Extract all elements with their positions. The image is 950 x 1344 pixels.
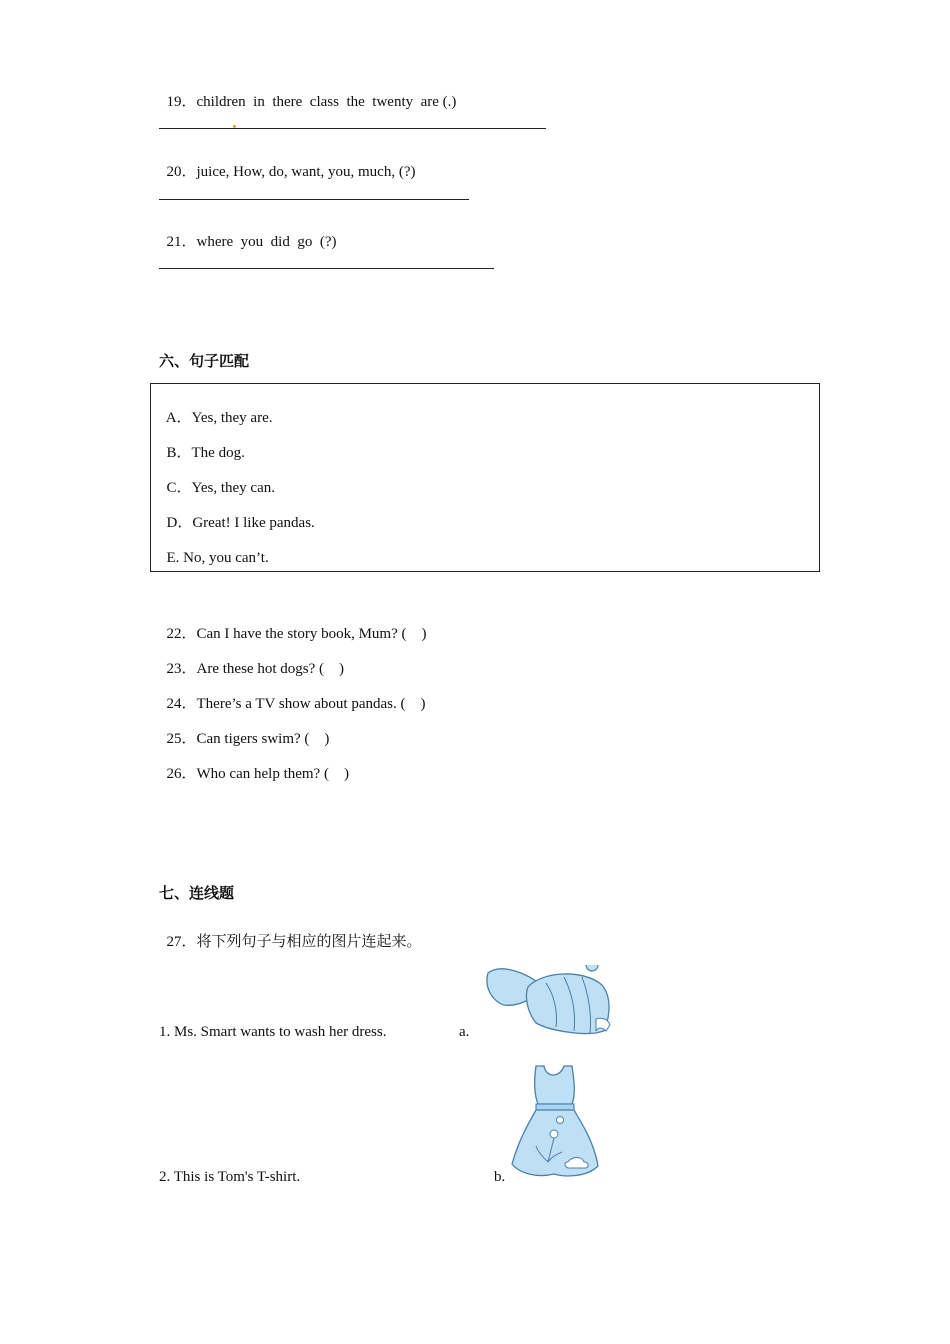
question-22	[159, 612, 426, 642]
mark-dot	[233, 125, 236, 128]
match-sentence-1: 1. Ms. Smart wants to wash her dress.	[159, 1024, 387, 1040]
section-7-title: 七、连线题	[159, 884, 235, 902]
match-letter-b: b.	[494, 1169, 506, 1185]
question-24	[159, 682, 426, 712]
section-6-title: 六、句子匹配	[159, 352, 250, 370]
option-letter: D．	[166, 515, 193, 531]
question-number: 25．	[166, 731, 197, 747]
question-20	[159, 150, 416, 180]
answer-line-21[interactable]	[159, 268, 494, 269]
option-text: The dog.	[191, 445, 245, 461]
question-text: Are these hot dogs? ( )	[196, 661, 344, 677]
match-sentence-2: 2. This is Tom's T-shirt.	[159, 1169, 301, 1185]
question-26	[159, 752, 349, 782]
question-text: Can tigers swim? ( )	[196, 731, 330, 747]
answer-line-20[interactable]	[159, 199, 469, 200]
option-text: E. No, you can’t.	[166, 550, 269, 566]
option-letter: B．	[166, 445, 192, 461]
question-number: 19．	[166, 94, 197, 110]
cap-icon[interactable]	[484, 965, 614, 1037]
option-letter: A．	[165, 410, 192, 426]
question-words: juice, How, do, want, you, much, (?)	[196, 164, 416, 180]
option-d	[159, 501, 315, 531]
option-c	[159, 466, 275, 496]
option-letter: C．	[166, 480, 192, 496]
question-text: Can I have the story book, Mum? ( )	[196, 626, 427, 642]
question-23	[159, 647, 344, 677]
question-number: 27．	[166, 934, 197, 950]
question-25	[159, 717, 329, 747]
question-27	[159, 919, 422, 950]
question-number: 20．	[166, 164, 197, 180]
instruction-text: 将下列句子与相应的图片连起来。	[196, 932, 422, 950]
question-words: children in there class the twenty are (.)	[196, 94, 457, 110]
question-text: There’s a TV show about pandas. ( )	[196, 696, 426, 712]
option-e	[159, 536, 269, 566]
option-a	[159, 396, 273, 426]
option-text: Great! I like pandas.	[192, 515, 315, 531]
question-number: 22．	[166, 626, 197, 642]
option-b	[159, 431, 245, 461]
question-number: 24．	[166, 696, 197, 712]
question-words: where you did go (?)	[196, 234, 337, 250]
question-text: Who can help them? ( )	[196, 766, 349, 782]
question-number: 26．	[166, 766, 197, 782]
dress-icon[interactable]	[508, 1062, 602, 1182]
question-number: 21．	[166, 234, 197, 250]
answer-line-19[interactable]	[159, 128, 546, 129]
question-number: 23．	[166, 661, 197, 677]
match-letter-a: a.	[459, 1024, 470, 1040]
option-text: Yes, they are.	[191, 410, 273, 426]
option-text: Yes, they can.	[191, 480, 275, 496]
question-21	[159, 220, 336, 250]
question-19	[159, 80, 456, 110]
